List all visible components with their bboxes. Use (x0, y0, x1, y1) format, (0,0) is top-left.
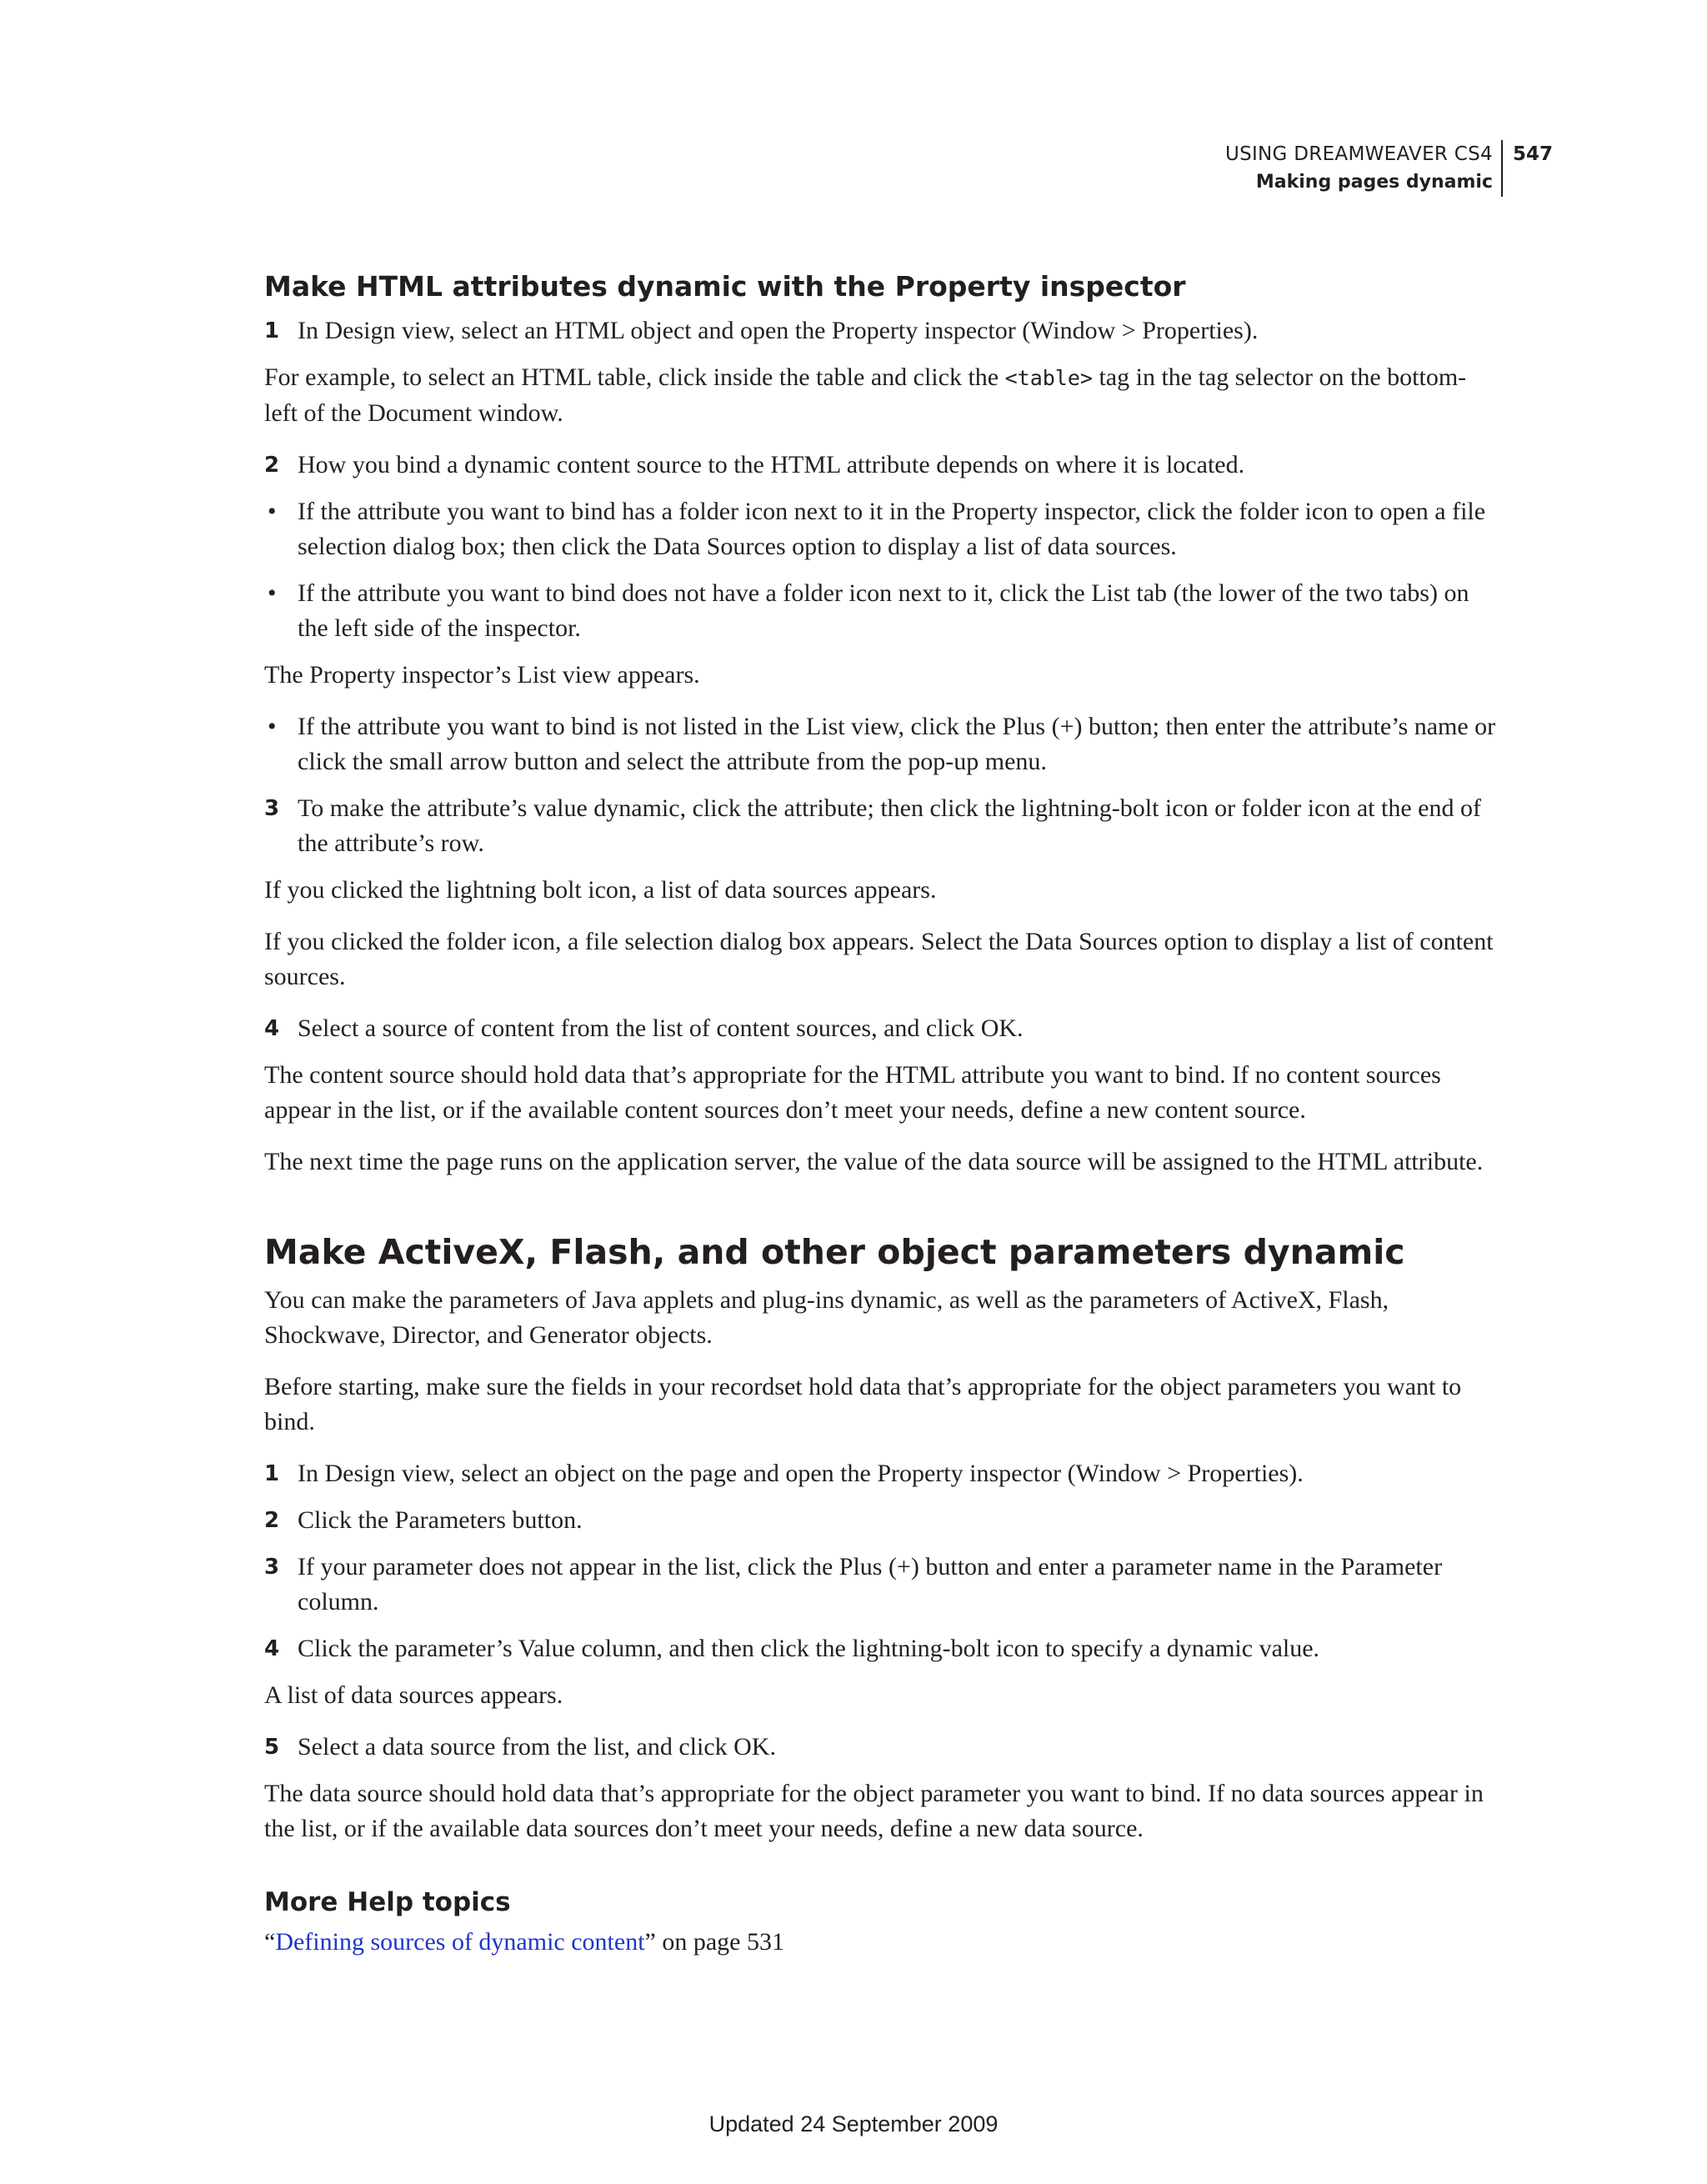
bullet-item (264, 494, 1498, 564)
page-content (264, 267, 1498, 1976)
step-text: Click the Parameters button. (298, 1506, 583, 1534)
page-reference: ” on page 531 (644, 1928, 784, 1956)
bullet-dot: • (268, 498, 277, 525)
paragraph: Before starting, make sure the fields in your recordset hold data that’s appropriate for the object parameters you want to bind. (264, 1373, 1462, 1435)
bullet-text: If the attribute you want to bind does not have a folder icon next to it, click the List tab (the lower of the two tabs) on the left side of the inspector. (298, 579, 1469, 642)
footer-updated-date: Updated 24 September 2009 (708, 2111, 999, 2136)
bullet-dot: • (268, 579, 277, 607)
step-text: Select a data source from the list, and click OK. (298, 1733, 776, 1761)
more-help-reference (264, 1925, 1498, 1960)
step (264, 1631, 1498, 1666)
step-number: 2 (264, 453, 280, 478)
step-number: 1 (264, 318, 280, 343)
code-table-tag: <table> (1004, 366, 1093, 390)
paragraph: If you clicked the lightning bolt icon, a list of data sources appears. (264, 876, 937, 904)
paragraph: The content source should hold data that’s appropriate for the HTML attribute you want to bind. If no content sources appear in the list, or if the available content sources don’t meet your needs, define a new content source. (264, 1061, 1441, 1124)
paragraph-text: For example, to select an HTML table, click inside the table and click the (264, 363, 1005, 391)
section-heading-object-parameters: Make ActiveX, Flash, and other object parameters dynamic (264, 1232, 1405, 1272)
step-text: In Design view, select an HTML object and open the Property inspector (Window > Properties). (298, 317, 1259, 344)
step-text: To make the attribute’s value dynamic, click the attribute; then click the lightning-bolt icon or folder icon at the end of the attribute’s row. (298, 794, 1481, 857)
step-number: 3 (264, 1555, 280, 1580)
step-number: 5 (264, 1735, 280, 1760)
more-help-heading: More Help topics (264, 1887, 511, 1917)
step-number: 1 (264, 1461, 280, 1486)
bullet-text: If the attribute you want to bind is not listed in the List view, click the Plus (+) button; then enter the attribute’s name or click the small arrow button and select the attribute from the pop-up menu. (298, 713, 1496, 775)
step (264, 1011, 1498, 1046)
step (264, 1550, 1498, 1620)
paragraph: The next time the page runs on the application server, the value of the data source will be assigned to the HTML attribute. (264, 1148, 1484, 1175)
page-number: 547 (1512, 143, 1553, 165)
paragraph: The data source should hold data that’s appropriate for the object parameter you want to bind. If no data sources appear in the list, or if the available data sources don’t meet your needs, define a new data source. (264, 1780, 1484, 1842)
bullet-item (264, 709, 1498, 779)
step (264, 1503, 1498, 1538)
step-number: 4 (264, 1636, 280, 1661)
help-topic-link[interactable]: Defining sources of dynamic content (275, 1928, 645, 1956)
paragraph-example (264, 360, 1498, 431)
bullet-text: If the attribute you want to bind has a folder icon next to it in the Property inspector, click the folder icon to open a file selection dialog box; then click the Data Sources option to display a list of data sources. (298, 498, 1486, 560)
step (264, 1456, 1498, 1491)
header-text (1225, 140, 1503, 197)
paragraph: A list of data sources appears. (264, 1681, 563, 1709)
step-text: Select a source of content from the list of content sources, and click OK. (298, 1014, 1024, 1042)
step-text: In Design view, select an object on the page and open the Property inspector (Window > Properties). (298, 1460, 1304, 1487)
section-heading-html-attributes: Make HTML attributes dynamic with the Property inspector (264, 270, 1186, 303)
step-number: 4 (264, 1016, 280, 1041)
step (264, 1730, 1498, 1765)
running-header (1225, 140, 1553, 197)
step (264, 791, 1498, 861)
step-number: 3 (264, 796, 280, 821)
step (264, 448, 1498, 483)
paragraph: The Property inspector’s List view appears. (264, 661, 700, 689)
paragraph: If you clicked the folder icon, a file selection dialog box appears. Select the Data Sources option to display a list of content sources. (264, 928, 1494, 990)
header-title: USING DREAMWEAVER CS4 (1224, 143, 1493, 165)
step-number: 2 (264, 1508, 280, 1533)
open-quote: “ (264, 1928, 276, 1956)
step-text: If your parameter does not appear in the list, click the Plus (+) button and enter a parameter name in the Parameter column. (298, 1553, 1443, 1615)
header-subtitle: Making pages dynamic (1255, 172, 1493, 193)
step-text: Click the parameter’s Value column, and then click the lightning-bolt icon to specify a dynamic value. (298, 1635, 1320, 1662)
step (264, 313, 1498, 348)
paragraph: You can make the parameters of Java applets and plug-ins dynamic, as well as the parameters of ActiveX, Flash, Shockwave, Director, and Generator objects. (264, 1286, 1389, 1349)
bullet-item (264, 576, 1498, 646)
step-text: How you bind a dynamic content source to the HTML attribute depends on where it is located. (298, 451, 1245, 478)
paragraph-text: tag in the tag selector on the bottom-left of the Document window. (264, 363, 1467, 427)
bullet-dot: • (268, 713, 277, 740)
